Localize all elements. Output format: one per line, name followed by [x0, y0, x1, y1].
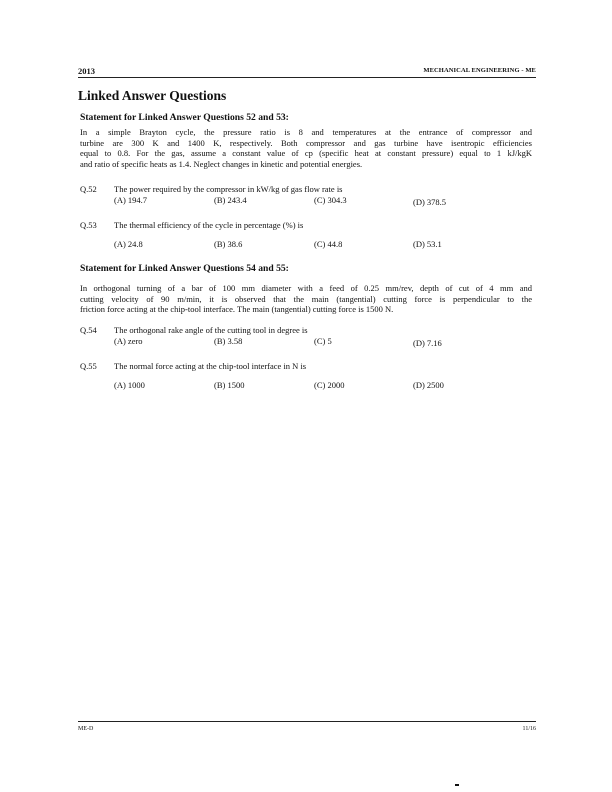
question-55-option-b: (B) 1500: [214, 380, 245, 390]
question-52-option-d: (D) 378.5: [413, 197, 447, 207]
section-title: Linked Answer Questions: [78, 88, 227, 103]
question-54-option-a: (A) zero: [114, 336, 143, 346]
statement-54-55-heading: Statement for Linked Answer Questions 54 and 55:: [80, 263, 289, 274]
question-53-number: Q.53: [80, 220, 97, 230]
question-54-option-c: (C) 5: [314, 336, 332, 346]
footer-page-number: 11/16: [522, 726, 536, 732]
statement-52-53-paragraph: [80, 127, 532, 169]
header-subject: MECHANICAL ENGINEERING - ME: [423, 67, 536, 74]
footer-paper-code: ME-D: [78, 726, 94, 732]
statement-line: cutting velocity of 90 m/min, it is observed that the main (tangential) cutting force is perpendicular to the: [80, 293, 532, 304]
header-year: 2013: [78, 66, 95, 76]
question-53-text: The thermal efficiency of the cycle in percentage (%) is: [114, 220, 304, 230]
question-53-option-b: (B) 38.6: [214, 239, 243, 249]
question-52-option-a: (A) 194.7: [114, 195, 148, 205]
statement-line: equal to 0.8. For the gas, assume a constant value of cp (specific heat at constant pressure) equal to 1 kJ/kgK: [80, 148, 532, 159]
question-54-number: Q.54: [80, 325, 97, 335]
question-54-text: The orthogonal rake angle of the cutting tool in degree is: [114, 325, 308, 335]
statement-line: In a simple Brayton cycle, the pressure ratio is 8 and temperatures at the entrance of compressor and: [80, 127, 532, 137]
question-55-text: The normal force acting at the chip-tool interface in N is: [114, 361, 307, 371]
question-54-option-d: (D) 7.16: [413, 338, 442, 348]
scan-mark: [455, 784, 459, 786]
question-55-option-c: (C) 2000: [314, 380, 345, 390]
question-55-option-a: (A) 1000: [114, 380, 145, 390]
question-52-number: Q.52: [80, 184, 97, 194]
statement-54-55-paragraph: [80, 283, 532, 315]
question-53-option-d: (D) 53.1: [413, 239, 442, 249]
statement-line: turbine are 300 K and 1400 K, respectively. Both compressor and gas turbine have isentropic efficiencies: [80, 137, 532, 148]
question-54-option-b: (B) 3.58: [214, 336, 243, 346]
question-52-option-c: (C) 304.3: [314, 195, 347, 205]
question-55-number: Q.55: [80, 361, 97, 371]
statement-line: and ratio of specific heats as 1.4. Neglect changes in kinetic and potential energies.: [80, 158, 363, 169]
question-52-option-b: (B) 243.4: [214, 195, 247, 205]
header-rule: [78, 77, 536, 78]
question-53-option-c: (C) 44.8: [314, 239, 343, 249]
question-53-option-a: (A) 24.8: [114, 239, 143, 249]
question-52-text: The power required by the compressor in kW/kg of gas flow rate is: [114, 184, 343, 194]
question-55-option-d: (D) 2500: [413, 380, 444, 390]
statement-line: In orthogonal turning of a bar of 100 mm diameter with a feed of 0.25 mm/rev, depth of cut of 4 mm and: [80, 283, 532, 293]
footer-rule: [78, 721, 536, 722]
statement-52-53-heading: Statement for Linked Answer Questions 52 and 53:: [80, 112, 289, 123]
statement-line: friction force acting at the chip-tool interface. The main (tangential) cutting force is 1500 N.: [80, 304, 394, 315]
